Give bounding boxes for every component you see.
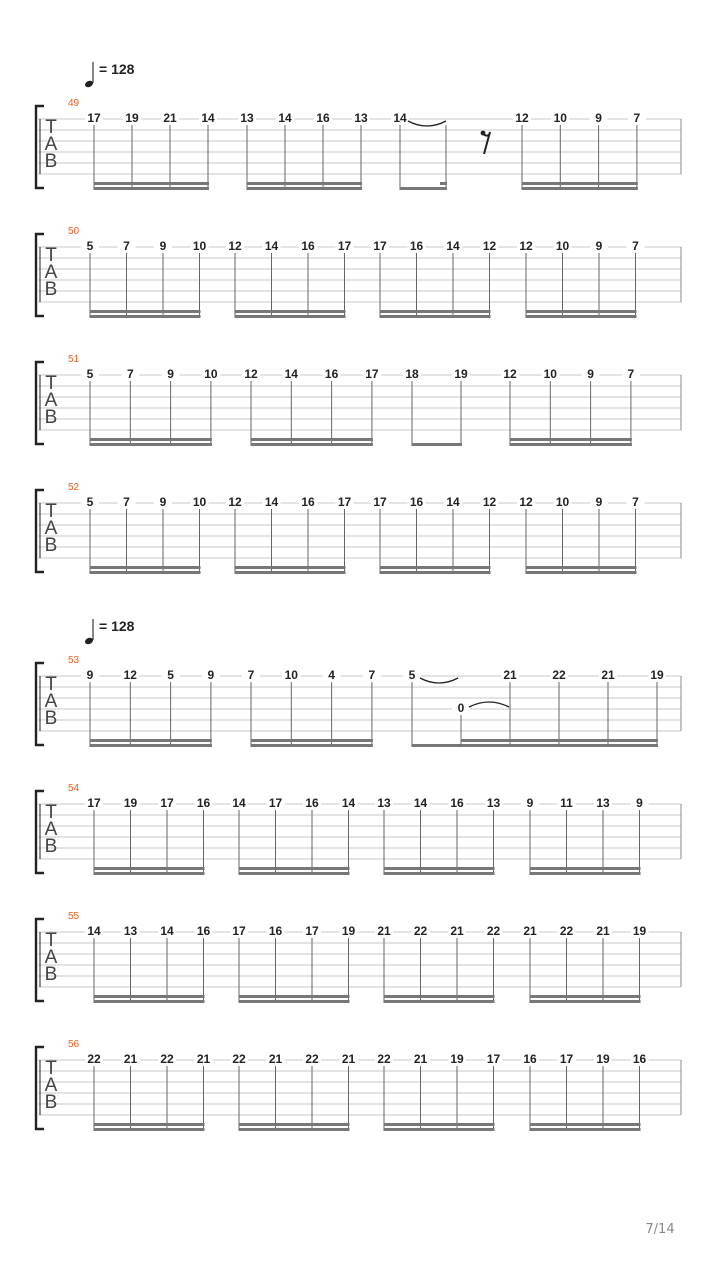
fret-number: 14 — [284, 367, 298, 381]
beam-secondary — [94, 995, 205, 998]
fret-number: 14 — [232, 796, 246, 810]
fret-number: 21 — [341, 1052, 356, 1066]
fret-number: 10 — [204, 367, 218, 381]
beam-primary — [239, 872, 350, 875]
measure-number: 56 — [68, 1039, 80, 1050]
beam-secondary — [384, 1123, 495, 1126]
beam-secondary — [90, 438, 212, 441]
tie-arc — [469, 702, 509, 707]
fret-number: 14 — [446, 239, 460, 253]
tie-arc — [420, 678, 458, 683]
tab-system-52 — [36, 482, 681, 574]
beam-primary — [90, 571, 201, 574]
fret-number: 7 — [632, 495, 639, 509]
fret-number: 22 — [377, 1052, 391, 1066]
beam-primary — [522, 187, 638, 190]
fret-number: 17 — [87, 796, 101, 810]
beam-primary — [380, 315, 491, 318]
fret-number: 5 — [167, 668, 174, 682]
fret-number: 13 — [596, 796, 610, 810]
beam-primary — [510, 443, 632, 446]
fret-number: 22 — [232, 1052, 246, 1066]
tab-clef-letter: A — [44, 691, 58, 712]
measure-number: 51 — [68, 354, 80, 365]
beam-primary — [247, 187, 362, 190]
tab-clef-letter: A — [44, 1075, 58, 1096]
beam-secondary — [526, 310, 637, 313]
fret-number: 17 — [559, 1052, 574, 1066]
eighth-rest-icon — [483, 132, 490, 154]
fret-number: 12 — [519, 239, 533, 253]
beam-secondary — [384, 867, 495, 870]
fret-number: 9 — [159, 239, 167, 253]
fret-number: 16 — [301, 495, 315, 509]
fret-number: 5 — [86, 239, 94, 253]
beam-secondary — [90, 739, 212, 742]
fret-number: 9 — [159, 495, 167, 509]
beam-primary — [384, 1000, 495, 1003]
fret-number: 5 — [408, 668, 416, 682]
fret-number: 22 — [486, 924, 501, 938]
beam-primary — [251, 744, 373, 747]
fret-number: 13 — [123, 924, 138, 938]
beam-secondary — [90, 310, 201, 313]
fret-number: 21 — [523, 924, 537, 938]
measure-number: 49 — [68, 98, 80, 109]
beam-primary — [251, 443, 373, 446]
beam-secondary — [384, 995, 495, 998]
measure-number: 50 — [68, 226, 80, 237]
fret-number: 16 — [305, 796, 319, 810]
tab-clef-letter: T — [45, 674, 57, 695]
fret-number: 19 — [125, 111, 139, 125]
measure-number: 52 — [68, 482, 80, 493]
beam-primary — [94, 1128, 205, 1131]
fret-number: 10 — [192, 239, 207, 253]
fret-number: 21 — [413, 1052, 428, 1066]
beam-secondary — [239, 995, 350, 998]
beam-secondary — [94, 867, 205, 870]
beam-primary — [90, 315, 201, 318]
fret-number: 0 — [457, 701, 465, 715]
fret-number: 9 — [207, 668, 215, 682]
fret-number: 12 — [515, 111, 529, 125]
fret-number: 16 — [523, 1052, 537, 1066]
tab-system-51 — [36, 354, 681, 446]
beam-primary — [239, 1128, 350, 1131]
fret-number: 7 — [123, 495, 130, 509]
measure-number: 53 — [68, 655, 80, 666]
tab-clef-letter: B — [44, 1092, 58, 1113]
beam-primary — [412, 443, 462, 446]
fret-number: 17 — [305, 924, 319, 938]
fret-number: 14 — [393, 111, 407, 125]
fret-number: 16 — [316, 111, 330, 125]
beam-primary — [384, 1128, 495, 1131]
fret-number: 19 — [596, 1052, 610, 1066]
fret-number: 10 — [553, 111, 567, 125]
fret-number: 4 — [328, 668, 335, 682]
tab-clef-letter: B — [44, 407, 58, 428]
fret-number: 12 — [503, 367, 517, 381]
fret-number: 22 — [413, 924, 428, 938]
tab-clef-letter: A — [44, 518, 58, 539]
fret-number: 22 — [87, 1052, 101, 1066]
fret-number: 21 — [596, 924, 610, 938]
tab-clef-letter: B — [44, 535, 58, 556]
fret-number: 7 — [123, 239, 130, 253]
fret-number: 9 — [86, 668, 94, 682]
fret-number: 17 — [87, 111, 101, 125]
beam-primary — [235, 315, 346, 318]
beam-primary — [94, 187, 209, 190]
fret-number: 7 — [633, 111, 641, 125]
fret-number: 9 — [167, 367, 174, 381]
beam-primary — [461, 744, 658, 747]
fret-number: 18 — [405, 367, 419, 381]
eighth-rest-dot — [481, 131, 486, 136]
fret-number: 17 — [365, 367, 379, 381]
tab-clef-letter: T — [45, 117, 57, 138]
fret-number: 13 — [354, 111, 368, 125]
fret-number: 12 — [123, 668, 137, 682]
fret-number: 21 — [123, 1052, 138, 1066]
fret-number: 9 — [595, 495, 603, 509]
fret-number: 9 — [595, 239, 603, 253]
tab-system-50 — [36, 226, 681, 318]
beam-secondary — [530, 1123, 641, 1126]
beam-secondary — [94, 1123, 205, 1126]
fret-number: 21 — [268, 1052, 283, 1066]
fret-number: 16 — [324, 367, 339, 381]
beam-primary — [412, 744, 462, 747]
fret-number: 7 — [627, 367, 635, 381]
fret-number: 14 — [278, 111, 292, 125]
tab-clef-letter: T — [45, 501, 57, 522]
tab-clef-letter: T — [45, 1058, 57, 1079]
fret-number: 14 — [264, 495, 279, 509]
beam-primary — [530, 1128, 641, 1131]
beam-primary — [90, 443, 212, 446]
fret-number: 13 — [486, 796, 501, 810]
fret-number: 14 — [341, 796, 356, 810]
fret-number: 10 — [555, 495, 570, 509]
tab-system-56 — [36, 1039, 681, 1131]
beam-primary — [384, 872, 495, 875]
fret-number: 14 — [201, 111, 215, 125]
beam-primary — [239, 1000, 350, 1003]
fret-number: 12 — [244, 367, 258, 381]
beam-secondary — [239, 1123, 350, 1126]
fret-number: 19 — [123, 796, 138, 810]
tab-clef-letter: B — [44, 708, 58, 729]
fret-number: 7 — [632, 239, 639, 253]
beam-primary — [530, 1000, 641, 1003]
tab-clef-letter: B — [44, 836, 58, 857]
beam-secondary — [235, 566, 346, 569]
fret-number: 7 — [126, 367, 134, 381]
beam-secondary — [235, 310, 346, 313]
beam-primary — [530, 872, 641, 875]
beam-secondary — [380, 566, 491, 569]
fret-number: 9 — [587, 367, 594, 381]
tab-clef-letter: T — [45, 802, 57, 823]
beam-primary — [380, 571, 491, 574]
fret-number: 16 — [409, 239, 424, 253]
fret-number: 17 — [232, 924, 246, 938]
fret-number: 19 — [632, 924, 647, 938]
fret-number: 13 — [377, 796, 391, 810]
beam-primary — [526, 571, 637, 574]
fret-number: 12 — [482, 239, 497, 253]
tab-clef-letter: A — [44, 390, 58, 411]
tab-clef-letter: B — [44, 964, 58, 985]
measure-number: 55 — [68, 911, 80, 922]
fret-number: 19 — [454, 367, 468, 381]
fret-number: 12 — [228, 239, 242, 253]
tie-arc — [408, 121, 446, 126]
fret-number: 14 — [264, 239, 279, 253]
fret-number: 21 — [196, 1052, 211, 1066]
fret-number: 5 — [86, 495, 94, 509]
fret-number: 10 — [284, 668, 298, 682]
beam-secondary — [510, 438, 632, 441]
fret-number: 14 — [446, 495, 460, 509]
fret-number: 13 — [240, 111, 254, 125]
beam-primary — [400, 187, 447, 190]
fret-number: 17 — [160, 796, 174, 810]
fret-number: 21 — [163, 111, 177, 125]
beam-secondary — [526, 566, 637, 569]
fret-number: 12 — [482, 495, 497, 509]
tab-clef-letter: A — [44, 819, 58, 840]
fret-number: 22 — [552, 668, 566, 682]
fret-number: 14 — [160, 924, 174, 938]
fret-number: 17 — [486, 1052, 501, 1066]
fret-number: 7 — [247, 668, 255, 682]
fret-number: 16 — [301, 239, 315, 253]
fret-number: 14 — [87, 924, 101, 938]
tab-clef-letter: B — [44, 279, 58, 300]
fret-number: 17 — [373, 239, 387, 253]
tempo-marking — [84, 61, 135, 88]
tab-clef-letter: A — [44, 134, 58, 155]
fret-number: 12 — [519, 495, 533, 509]
beam-secondary — [530, 867, 641, 870]
beam-primary — [235, 571, 346, 574]
beam-secondary — [380, 310, 491, 313]
fret-number: 16 — [196, 796, 211, 810]
fret-number: 16 — [450, 796, 464, 810]
tab-system-54 — [36, 783, 681, 875]
beam-primary — [526, 315, 637, 318]
fret-number: 16 — [196, 924, 211, 938]
fret-number: 7 — [368, 668, 376, 682]
tab-system-49 — [36, 61, 681, 190]
fret-number: 17 — [337, 239, 352, 253]
fret-number: 17 — [373, 495, 387, 509]
measure-number: 54 — [68, 783, 80, 794]
fret-number: 9 — [636, 796, 643, 810]
fret-number: 10 — [555, 239, 570, 253]
beam-stub — [440, 182, 447, 185]
fret-number: 5 — [86, 367, 94, 381]
tempo-text: = 128 — [99, 61, 135, 77]
tempo-marking — [84, 618, 135, 645]
fret-number: 19 — [450, 1052, 464, 1066]
tab-clef-letter: A — [44, 947, 58, 968]
fret-number: 14 — [413, 796, 428, 810]
beam-primary — [94, 872, 205, 875]
tab-system-53 — [36, 618, 681, 747]
beam-secondary — [247, 182, 362, 185]
fret-number: 10 — [192, 495, 207, 509]
beam-secondary — [251, 438, 373, 441]
fret-number: 22 — [160, 1052, 174, 1066]
beam-secondary — [251, 739, 373, 742]
fret-number: 21 — [377, 924, 391, 938]
beam-primary — [90, 744, 212, 747]
page-number: 7/14 — [645, 1222, 675, 1237]
fret-number: 22 — [305, 1052, 319, 1066]
beam-primary — [94, 1000, 205, 1003]
fret-number: 16 — [632, 1052, 647, 1066]
tab-clef-letter: T — [45, 373, 57, 394]
tab-system-55 — [36, 911, 681, 1003]
tab-clef-letter: A — [44, 262, 58, 283]
fret-number: 21 — [450, 924, 464, 938]
tab-clef-letter: T — [45, 930, 57, 951]
fret-number: 19 — [341, 924, 356, 938]
beam-secondary — [94, 182, 209, 185]
fret-number: 21 — [601, 668, 615, 682]
fret-number: 10 — [543, 367, 557, 381]
beam-secondary — [239, 867, 350, 870]
fret-number: 17 — [268, 796, 283, 810]
fret-number: 9 — [595, 111, 602, 125]
fret-number: 19 — [650, 668, 664, 682]
fret-number: 12 — [228, 495, 242, 509]
fret-number: 16 — [409, 495, 424, 509]
beam-secondary — [90, 566, 201, 569]
tab-clef-letter: T — [45, 245, 57, 266]
fret-number: 22 — [559, 924, 574, 938]
beam-secondary — [522, 182, 638, 185]
tab-clef-letter: B — [44, 151, 58, 172]
fret-number: 11 — [560, 796, 573, 810]
fret-number: 17 — [337, 495, 352, 509]
fret-number: 16 — [268, 924, 283, 938]
fret-number: 9 — [526, 796, 534, 810]
beam-secondary — [461, 739, 658, 742]
beam-secondary — [530, 995, 641, 998]
fret-number: 21 — [503, 668, 517, 682]
tempo-text: = 128 — [99, 618, 135, 634]
